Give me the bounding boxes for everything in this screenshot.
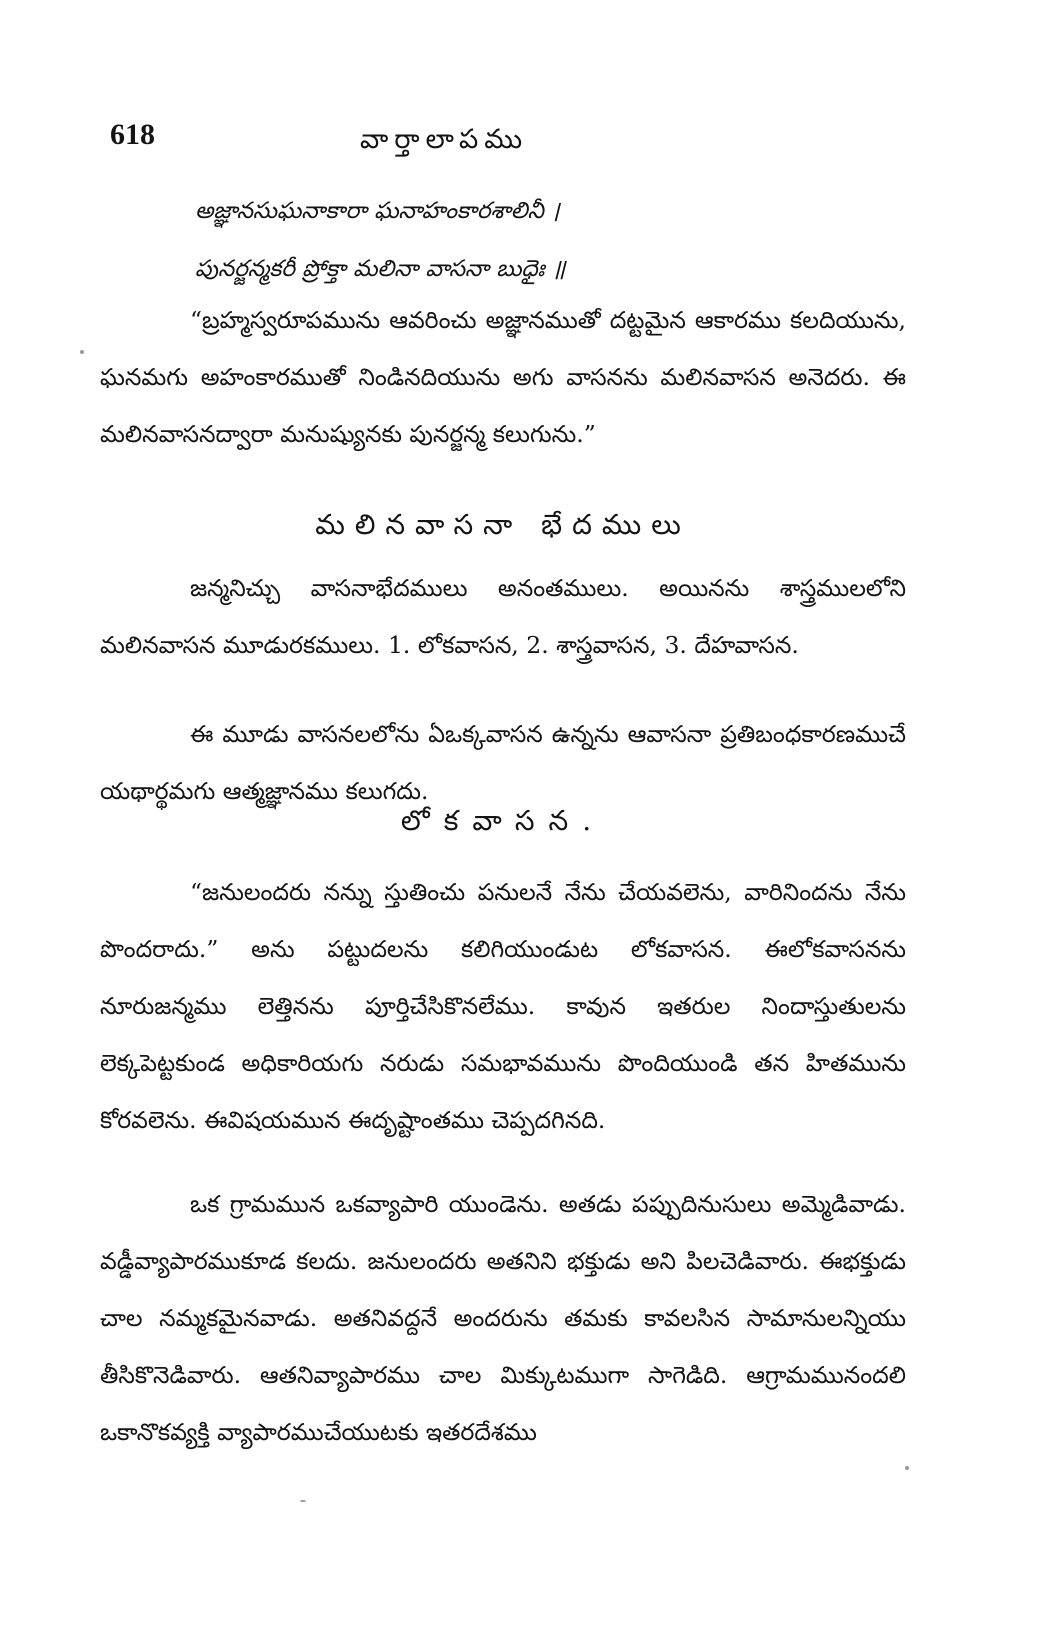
section-heading-2: లోకవాసన.	[400, 804, 606, 837]
paragraph-2	[100, 560, 906, 674]
scan-speck	[300, 1500, 306, 1502]
running-head: వార్తాలాపము	[360, 124, 529, 155]
paragraph-1-text: “బ్రహ్మస్వరూపమును ఆవరించు అజ్ఞానముతో దట్టమైన ఆకారము కలదియును, ఘనమగు అహంకారముతో నిండినదియును అగు వాసనను మలినవాసన అనెదరు. ఈ మలినవాసనద్వారా మనుష్యునకు పునర్జన్మ కలుగును.”	[100, 306, 906, 448]
paragraph-1	[100, 292, 906, 463]
paragraph-3-text: ఈ మూడు వాసనలలోను ఏఒక్కవాసన ఉన్నను ఆవాసనా ప్రతిబంధకారణముచే యథార్థమగు ఆత్మజ్ఞానము కలుగదు.	[100, 720, 906, 805]
verse-line-2: పునర్జన్మకరీ ప్రోక్తా మలినా వాసనా బుధైః ॥	[195, 256, 566, 282]
paragraph-5-text: ఒక గ్రామమున ఒకవ్యాపారి యుండెను. అతడు పప్పుదినుసులు అమ్మెడివాడు. వడ్డీవ్యాపారముకూడ కలదు. జనులందరు అతనిని భక్తుడు అని పిలచెడివారు. ఈభక్తుడు చాల నమ్మకమైనవాడు. అతనివద్దనే అందరును తమకు కావలసిన సామానులన్నియు తీసికొనెడివారు. ఆతనివ్యాపారము చాల మిక్కుటముగా సాగెడిది. ఆగ్రామమునందలి ఒకానొకవ్యక్తి వ్యాపారముచేయుటకు ఇతరదేశము	[100, 1190, 906, 1446]
paragraph-2-text: జన్మనిచ్చు వాసనాభేదములు అనంతములు. అయినను శాస్త్రములలోని మలినవాసన మూడురకములు. 1. లోకవాసన, 2. శాస్త్రవాసన, 3. దేహవాసన.	[100, 574, 906, 659]
section-heading-1: మలినవాసనా భేదములు	[315, 508, 691, 541]
paragraph-3	[100, 706, 906, 820]
scan-speck	[905, 1466, 909, 1470]
verse-line-1: అజ్ఞానసుఘనాకారా ఘనాహంకారశాలినీ ।	[195, 198, 560, 224]
paragraph-5	[100, 1176, 906, 1461]
scan-speck	[80, 350, 84, 354]
paragraph-4-text: “జనులందరు నన్ను స్తుతించు పనులనే నేను చేయవలెను, వారినిందను నేను పొందరాదు.” అను పట్టుదలను కలిగియుండుట లోకవాసన. ఈలోకవాసనను నూరుజన్మము లెత్తినను పూర్తిచేసికొనలేము. కావున ఇతరుల నిందాస్తుతులను లెక్కపెట్టకుండ అధికారియగు నరుడు సమభావమును పొందియుండి తన హితమును కోరవలెను. ఈవిషయమున ఈదృష్టాంతము చెప్పదగినది.	[100, 878, 906, 1134]
page-number: 618	[110, 118, 155, 151]
paragraph-4	[100, 864, 906, 1149]
